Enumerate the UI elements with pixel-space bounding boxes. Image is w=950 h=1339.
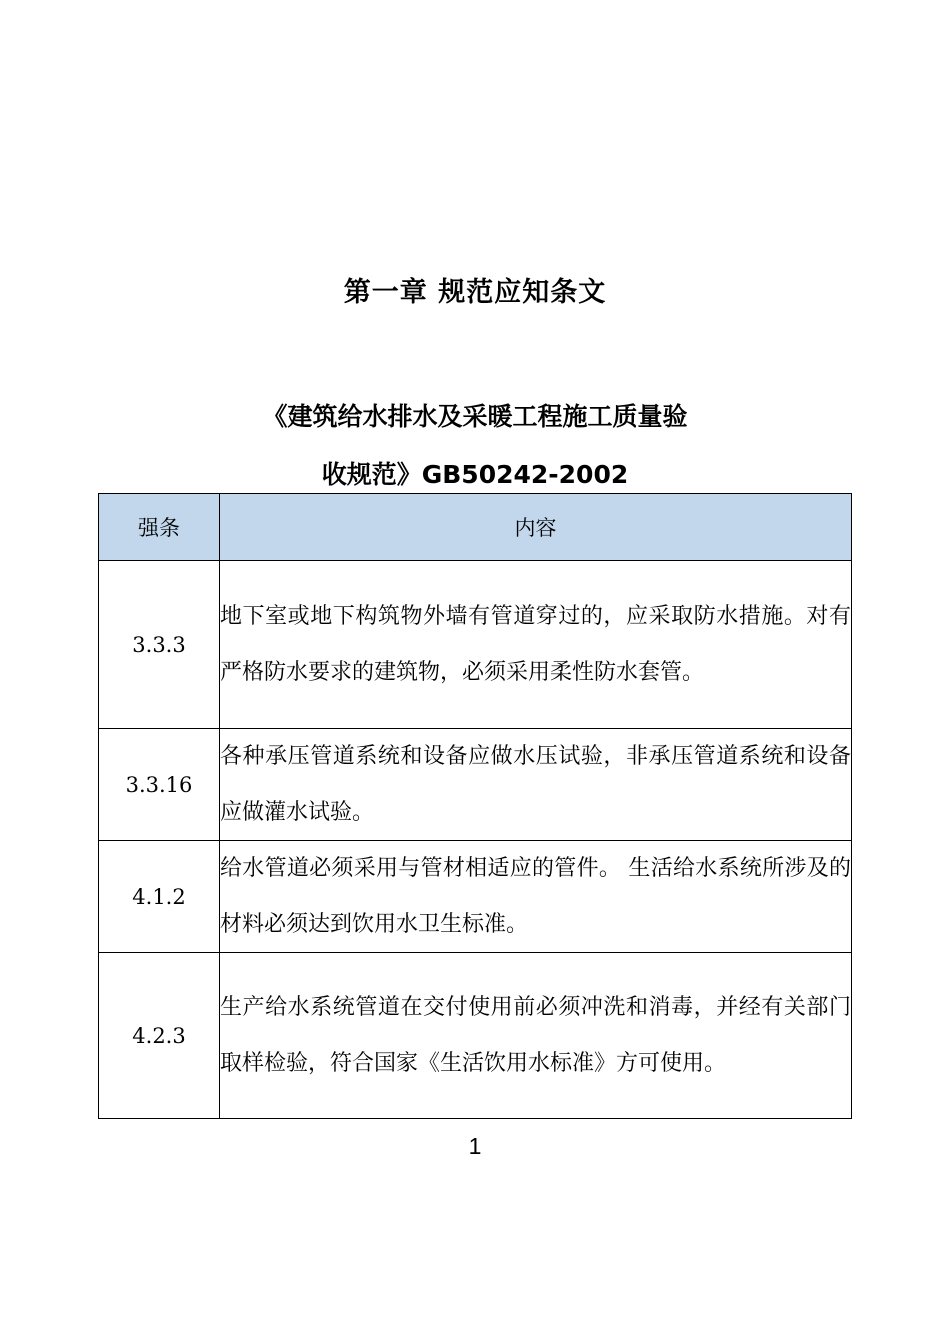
table-header-row: [99, 494, 852, 561]
mandatory-clauses-table: [98, 493, 852, 1119]
clause-content: 各种承压管道系统和设备应做水压试验，非承压管道系统和设备应做灌水试验。: [220, 729, 852, 841]
chapter-title: 第一章 规范应知条文: [343, 277, 607, 308]
spec-title: [0, 388, 950, 504]
clause-content: 地下室或地下构筑物外墙有管道穿过的，应采取防水措施。对有严格防水要求的建筑物，必须采用柔性防水套管。: [220, 561, 852, 729]
header-clause: 强条: [99, 494, 220, 561]
clause-content: 给水管道必须采用与管材相适应的管件。 生活给水系统所涉及的材料必须达到饮用水卫生标准。: [220, 841, 852, 953]
header-content: 内容: [220, 494, 852, 561]
table-row: [99, 561, 852, 729]
table-row: [99, 729, 852, 841]
spec-title-line-1: 《建筑给水排水及采暖工程施工质量验: [262, 402, 688, 431]
clause-number: 4.1.2: [99, 841, 220, 953]
table-row: [99, 841, 852, 953]
clause-content: 生产给水系统管道在交付使用前必须冲洗和消毒，并经有关部门取样检验，符合国家《生活饮用水标准》方可使用。: [220, 953, 852, 1119]
clause-number: 3.3.16: [99, 729, 220, 841]
spec-title-line-2: 收规范》GB50242-2002: [321, 460, 629, 489]
clause-number: 4.2.3: [99, 953, 220, 1119]
clause-number: 3.3.3: [99, 561, 220, 729]
table-row: [99, 953, 852, 1119]
page-number: 1: [468, 1133, 482, 1159]
